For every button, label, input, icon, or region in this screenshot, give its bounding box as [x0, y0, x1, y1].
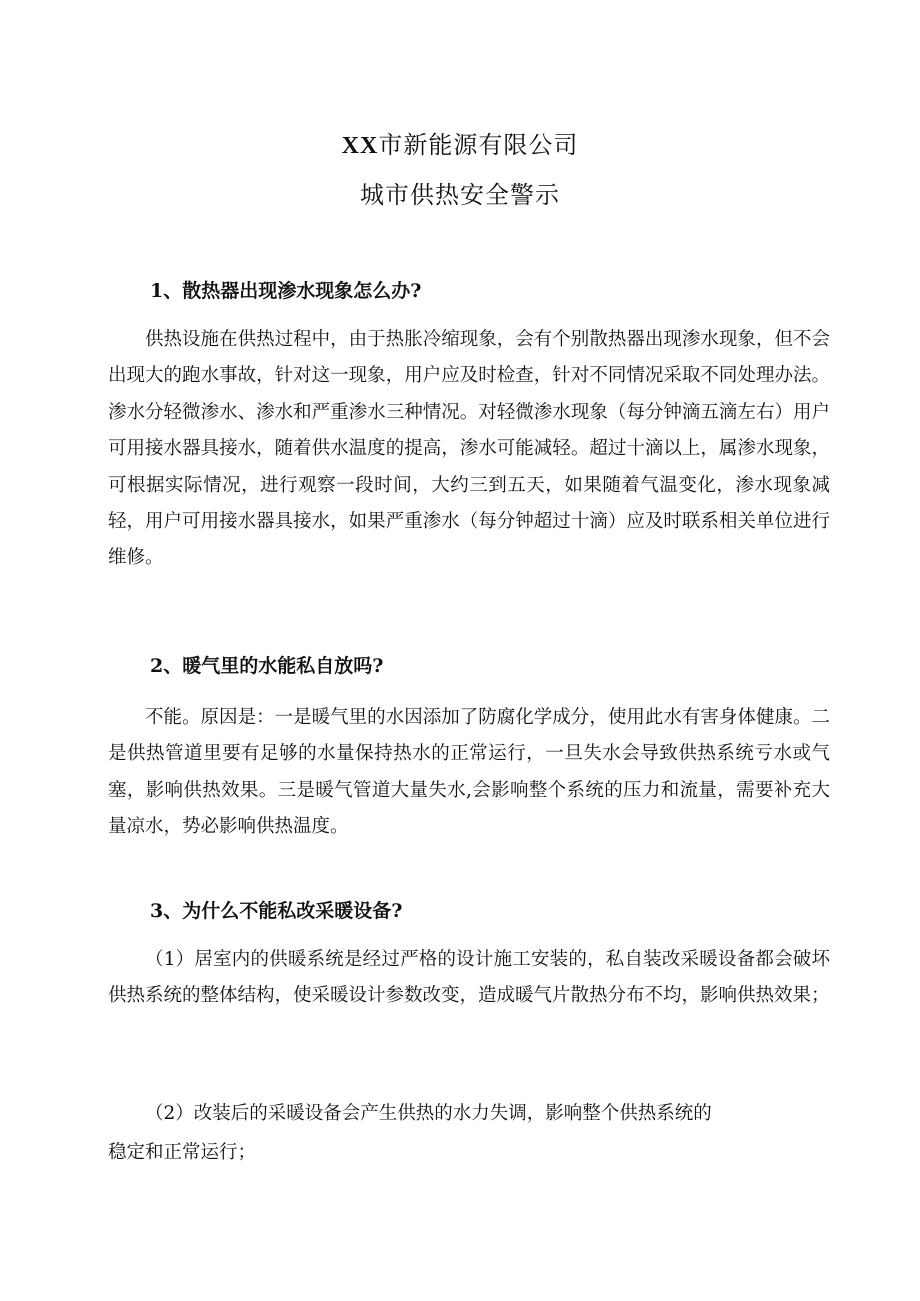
title-main: 市新能源有限公司 [378, 131, 579, 159]
title-prefix: XX [341, 133, 379, 159]
section-2-body: 不能。原因是：一是暖气里的水因添加了防腐化学成分，使用此水有害身体健康。二是供热管道里要有足够的水量保持热水的正常运行，一旦失水会导致供热系统亏水或气塞，影响供热效果。三是暖气管道大量失水,会影响整个系统的压力和流量，需要补充大量凉水，势必影响供热温度。 [108, 707, 830, 838]
section-1-heading: 1、散热器出现渗水现象怎么办? [150, 280, 422, 302]
section-3-heading: 3、为什么不能私改采暖设备? [150, 900, 403, 922]
section-3-item-1: （1）居室内的供暖系统是经过严格的设计施工安装的，私自装改采暖设备都会破坏供热系统的整体结构，使采暖设计参数改变，造成暖气片散热分布不均，影响供热效果； [108, 949, 830, 1007]
document-title [0, 130, 920, 161]
section-3-item-2-continuation: 稳定和正常运行； [108, 1142, 257, 1163]
section-3-item-2: （2）改装后的采暖设备会产生供热的水力失调，影响整个供热系统的 [145, 1103, 712, 1124]
section-1-body: 供热设施在供热过程中，由于热胀冷缩现象，会有个别散热器出现渗水现象，但不会出现大的跑水事故，针对这一现象，用户应及时检查，针对不同情况采取不同处理办法。渗水分轻微渗水、渗水和严重渗水三种情况。对轻微渗水现象（每分钟滴五滴左右）用户可用接水器具接水，随着供水温度的提高，渗水可能减轻。超过十滴以上，属渗水现象，可根据实际情况，进行观察一段时间，大约三到五天，如果随着气温变化，渗水现象减轻，用户可用接水器具接水，如果严重渗水（每分钟超过十滴）应及时联系相关单位进行维修。 [108, 329, 830, 569]
document-subtitle: 城市供热安全警示 [360, 181, 560, 209]
section-2-heading: 2、暖气里的水能私自放吗? [150, 655, 384, 677]
